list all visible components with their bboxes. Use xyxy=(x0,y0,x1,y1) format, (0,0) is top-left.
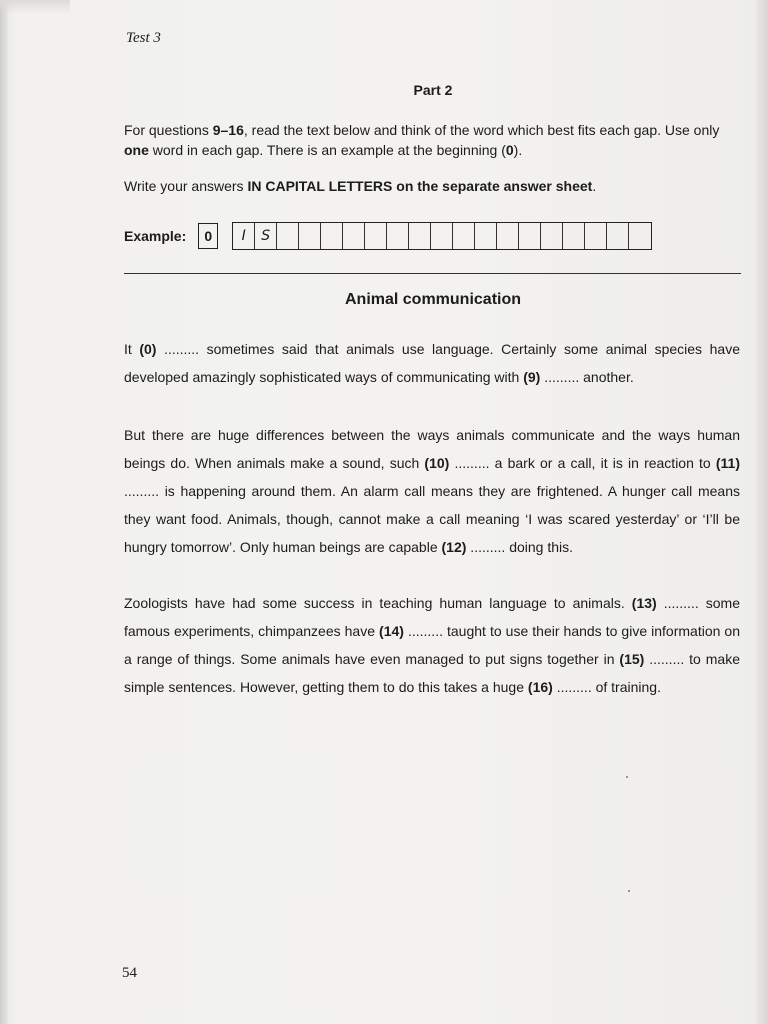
answer-grid-cell xyxy=(321,223,343,249)
answer-grid-cell xyxy=(519,223,541,249)
gap-9: (9) xyxy=(523,369,541,385)
passage-paragraph-2: But there are huge differences between the ways animals communicate and the ways human beings do. When animals make a sound, such (10) ......... a bark or a call, it is in reaction to (11) ......... is happening around them. An alarm call means they are frightened. A hunger call means they want food. Animals, though, cannot make a call meaning ‘I was scared yesterday’ or ‘I’ll be hungry tomorrow’. Only human beings are capable (12) ......... doing this. xyxy=(124,427,740,555)
example-answer-grid xyxy=(232,222,652,250)
answer-grid-cell xyxy=(541,223,563,249)
gap-16: (16) xyxy=(527,679,553,695)
answer-grid-cell xyxy=(585,223,607,249)
scan-speck xyxy=(626,776,628,778)
gap-11: (11) xyxy=(715,455,740,471)
example-row xyxy=(124,221,652,251)
scan-speck xyxy=(628,890,630,892)
page-edge-shadow xyxy=(756,0,768,1024)
instructions-answers: Write your answers IN CAPITAL LETTERS on the separate answer sheet. xyxy=(124,178,597,194)
page-number: 54 xyxy=(122,965,137,981)
gap-10: (10) xyxy=(424,455,450,471)
example-label: Example: xyxy=(124,228,187,244)
answer-grid-cell xyxy=(475,223,497,249)
answer-grid-cell xyxy=(629,223,651,249)
running-head: Test 3 xyxy=(126,30,161,46)
gap-15: (15) xyxy=(619,651,645,667)
answer-grid-cell xyxy=(453,223,475,249)
part-title: Part 2 xyxy=(413,82,453,98)
answer-grid-cell xyxy=(365,223,387,249)
page-curl-shadow xyxy=(0,0,70,14)
gap-12: (12) xyxy=(441,539,467,555)
answer-grid-cell: I xyxy=(233,223,255,249)
answer-grid-cell xyxy=(343,223,365,249)
answer-grid-cell xyxy=(431,223,453,249)
gap-13: (13) xyxy=(631,595,657,611)
answer-grid-cell xyxy=(387,223,409,249)
passage-title: Animal communication xyxy=(344,291,522,308)
answer-grid-cell xyxy=(277,223,299,249)
example-number-box: 0 xyxy=(198,223,218,249)
section-divider xyxy=(124,273,741,274)
answer-grid-cell xyxy=(563,223,585,249)
answer-grid-cell: S xyxy=(255,223,277,249)
answer-grid-cell xyxy=(607,223,629,249)
passage-paragraph-3: Zoologists have had some success in teaching human language to animals. (13) ......... some famous experiments, chimpanzees have (14) ......... taught to use their hands to give information on a range of things. Some animals have even managed to put signs together in (15) ......... to make simple sentences. However, getting them to do this takes a huge (16) ......... of training. xyxy=(124,595,740,695)
instructions-questions: For questions 9–16, read the text below and think of the word which best fits each gap. Use only one word in each gap. There is an example at the beginning (0). xyxy=(124,122,720,158)
gap-14: (14) xyxy=(379,623,404,639)
answer-grid-cell xyxy=(497,223,519,249)
answer-grid-cell xyxy=(409,223,431,249)
passage-paragraph-1: It (0) ......... sometimes said that animals use language. Certainly some animal species have developed amazingly sophisticated ways of communicating with (9) ......... another. xyxy=(124,341,740,385)
gap-0: (0) xyxy=(139,341,157,357)
answer-grid-cell xyxy=(299,223,321,249)
page-binding-shadow xyxy=(0,0,8,1024)
